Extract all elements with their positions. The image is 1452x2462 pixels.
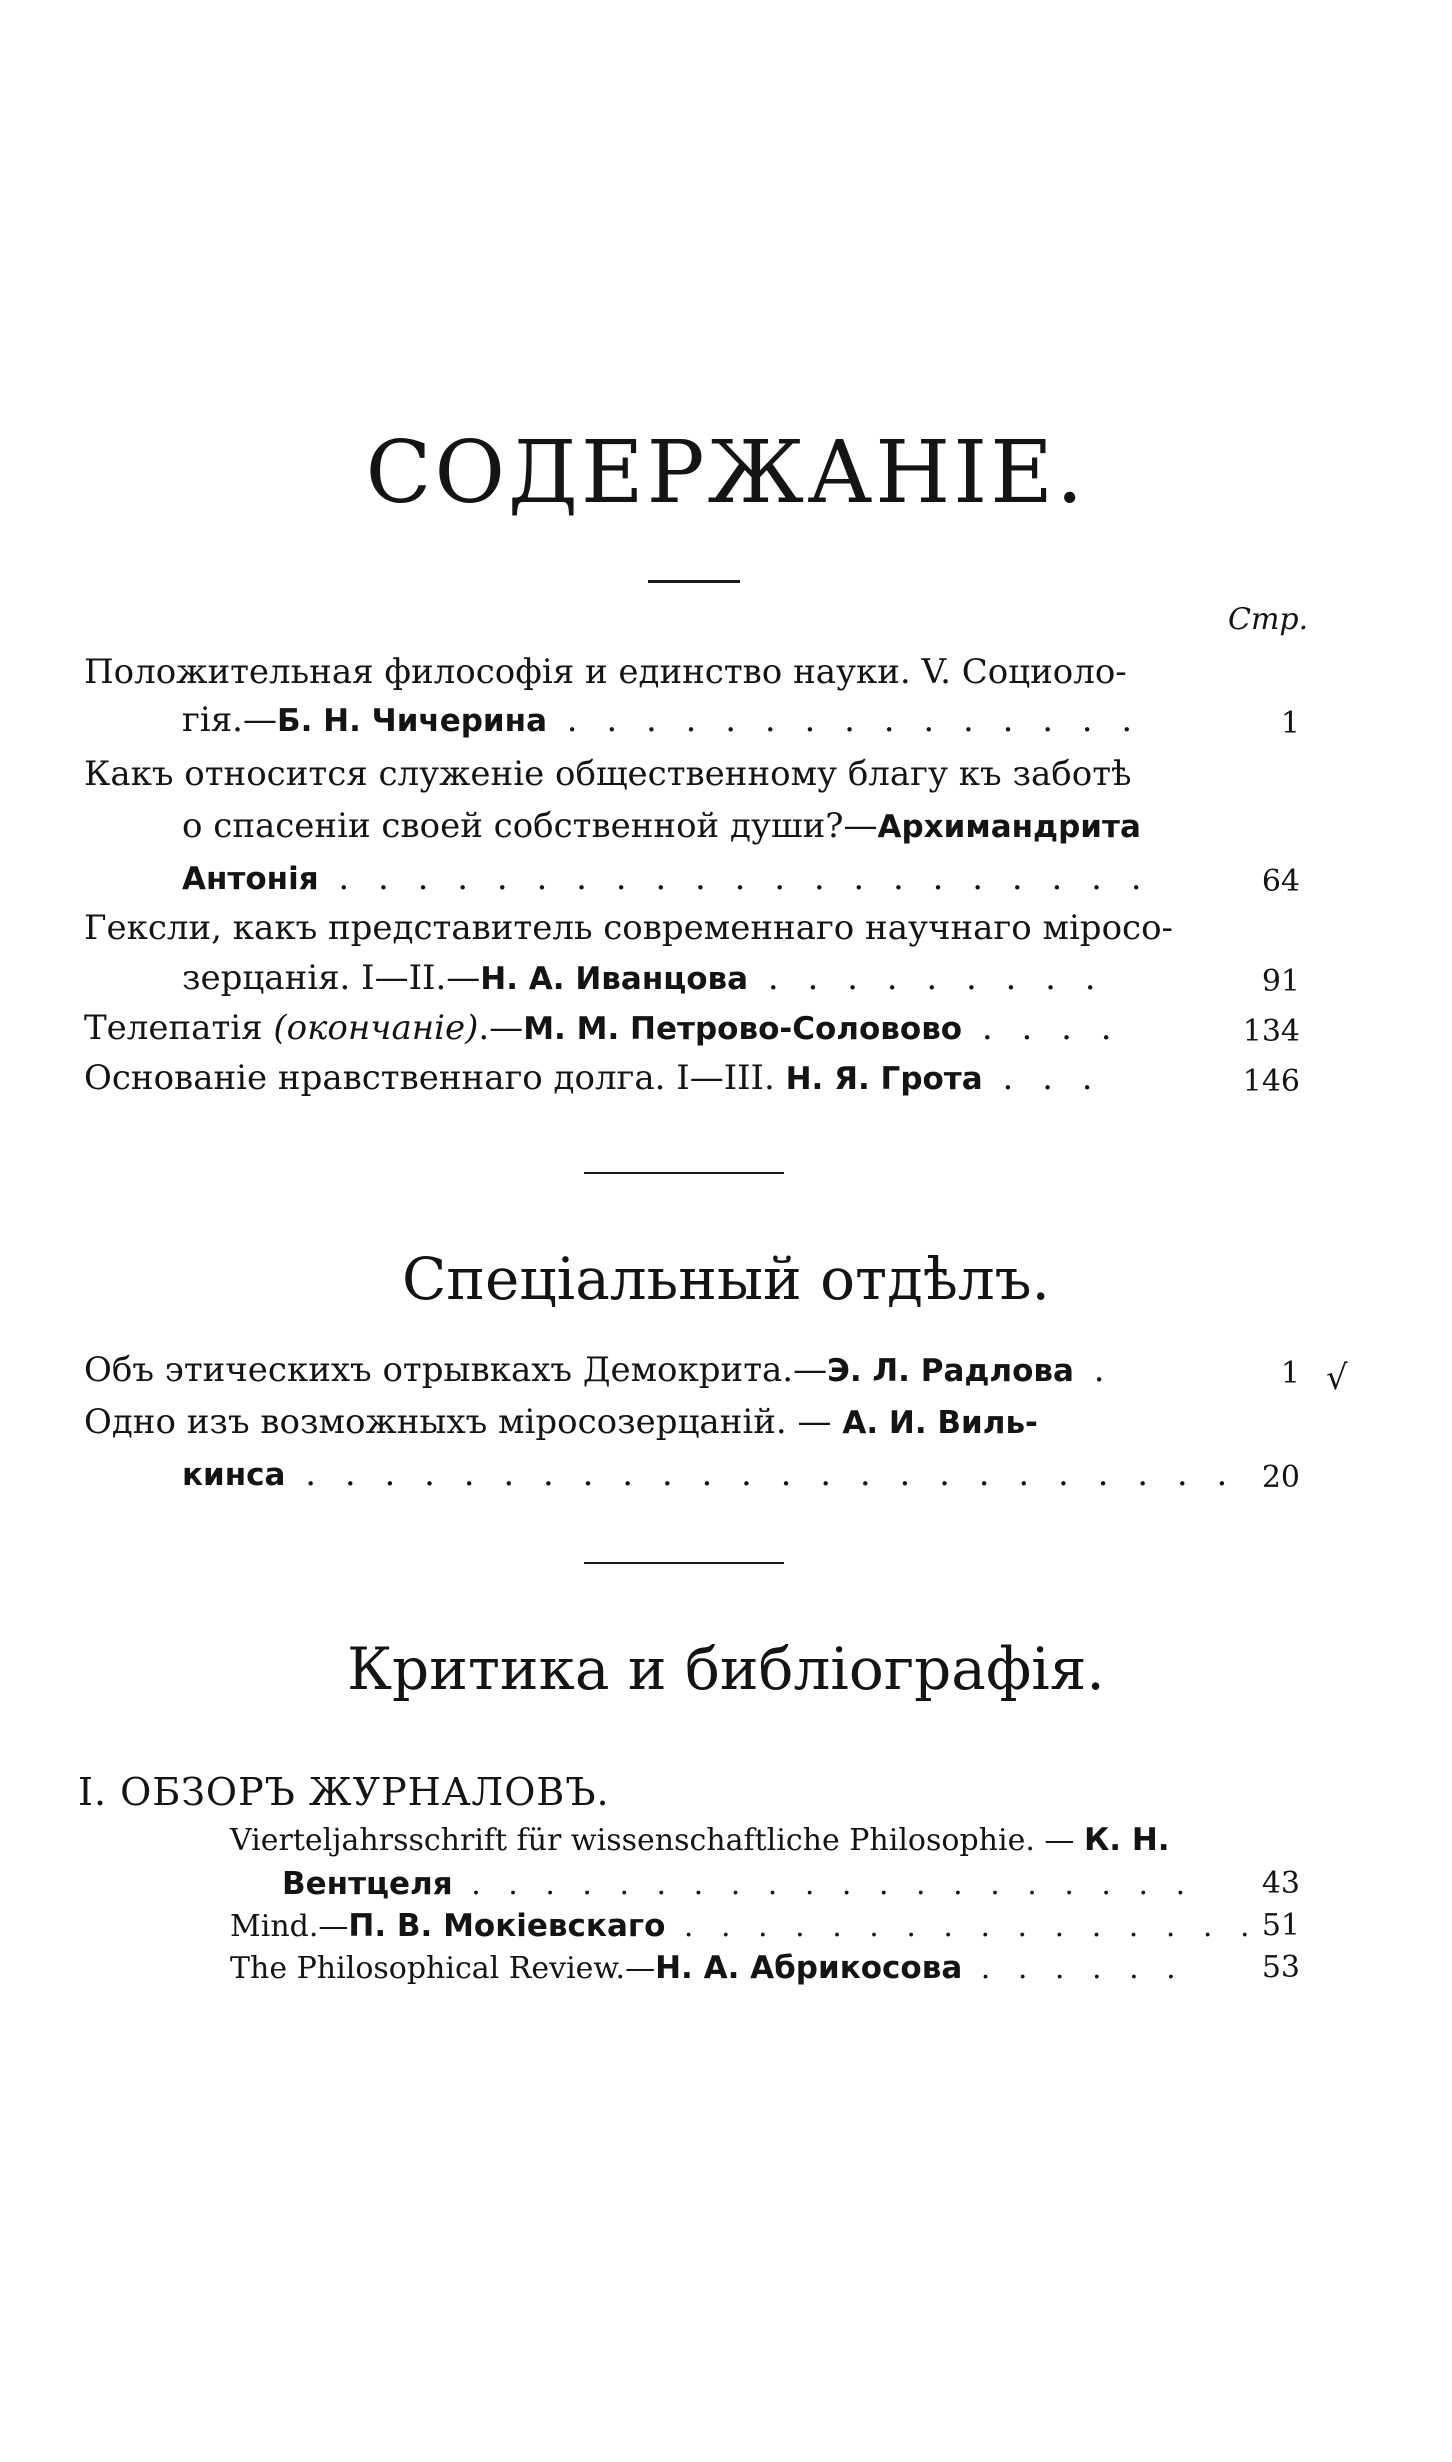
page-number: 134	[1242, 1014, 1300, 1049]
toc-entry-line: Объ этическихъ отрывкахъ Демокрита.—Э. Л. Радлова .	[84, 1350, 1114, 1390]
toc-entry-line: Гексли, какъ представитель современнаго научнаго мiросо-	[84, 908, 1174, 948]
page-number: 20	[1261, 1460, 1300, 1495]
toc-entry-line: Телепатiя (окончанiе).—М. М. Петрово-Соловово . . . .	[84, 1008, 1121, 1048]
toc-entry-line: Vierteljahrsschrift für wissenschaftliche Philosophie. — К. Н.	[230, 1822, 1170, 1858]
author-name: Б. Н. Чичерина	[276, 703, 547, 739]
toc-entry-line: зерцанiя. I—II.—Н. А. Иванцова . . . . . . . . .	[182, 958, 1105, 998]
page-number: 1	[1280, 706, 1300, 741]
page-number: 51	[1261, 1908, 1300, 1943]
author-name: кинса	[182, 1457, 286, 1493]
check-mark: √	[1326, 1358, 1348, 1398]
author-name: Н. А. Абрикосова	[655, 1950, 963, 1986]
page-title: СОДЕРЖАНIЕ.	[365, 423, 1087, 523]
author-name: Н. Я. Грота	[785, 1061, 983, 1097]
author-name: Э. Л. Радлова	[827, 1353, 1074, 1389]
section-divider	[584, 1172, 784, 1174]
author-name: Архимандрита	[877, 809, 1141, 845]
toc-entry-line: The Philosophical Review.—Н. А. Абрикосова . . . . . .	[230, 1950, 1185, 1986]
page-column-label: Стр.	[1228, 602, 1309, 637]
toc-entry-line: Вентцеля . . . . . . . . . . . . . . . . . . . .	[282, 1866, 1195, 1902]
toc-entry-line: Положительная философiя и единство науки. V. Социоло-	[84, 652, 1127, 692]
toc-entry-line: Основанiе нравственнаго долга. I—III. Н. Я. Грота . . .	[84, 1058, 1102, 1098]
special-section-title: Спецiальный отдѣлъ.	[402, 1245, 1050, 1313]
toc-entry-line: кинса . . . . . . . . . . . . . . . . . . . . . . . .	[182, 1454, 1237, 1494]
page-number: 43	[1261, 1866, 1300, 1901]
page-number: 146	[1242, 1064, 1300, 1099]
page-number: 53	[1261, 1950, 1300, 1985]
critique-section-title: Критика и библiографiя.	[347, 1635, 1105, 1703]
page-number: 91	[1261, 964, 1300, 999]
author-name: Антонiя	[182, 861, 319, 897]
author-name: Вентцеля	[282, 1866, 453, 1902]
author-name: Н. А. Иванцова	[480, 961, 749, 997]
sub-heading: I. ОБЗОРЪ ЖУРНАЛОВЪ.	[78, 1770, 610, 1814]
page-number: 64	[1261, 864, 1300, 899]
toc-entry-line: о спасенiи своей собственной души?—Архимандрита	[182, 806, 1141, 846]
toc-entry-line: Антонiя . . . . . . . . . . . . . . . . . . . . .	[182, 858, 1151, 898]
author-name: М. М. Петрово-Соловово	[523, 1011, 963, 1047]
toc-entry-line: Какъ относится служенiе общественному благу къ заботѣ	[84, 754, 1132, 794]
title-divider	[648, 580, 740, 583]
toc-entry-line: Одно изъ возможныхъ мiросозерцанiй. — А. И. Виль-	[84, 1402, 1038, 1442]
section-divider	[584, 1562, 784, 1564]
author-name: К. Н.	[1083, 1822, 1170, 1858]
page-number: 1	[1280, 1356, 1300, 1391]
author-name: А. И. Виль-	[842, 1405, 1038, 1441]
author-name: П. В. Мокiевскаго	[348, 1908, 666, 1944]
toc-entry-line: Mind.—П. В. Мокiевскаго . . . . . . . . . . . . . . . .	[230, 1908, 1259, 1944]
toc-entry-line: гiя.—Б. Н. Чичерина . . . . . . . . . . . . . . .	[182, 700, 1142, 740]
